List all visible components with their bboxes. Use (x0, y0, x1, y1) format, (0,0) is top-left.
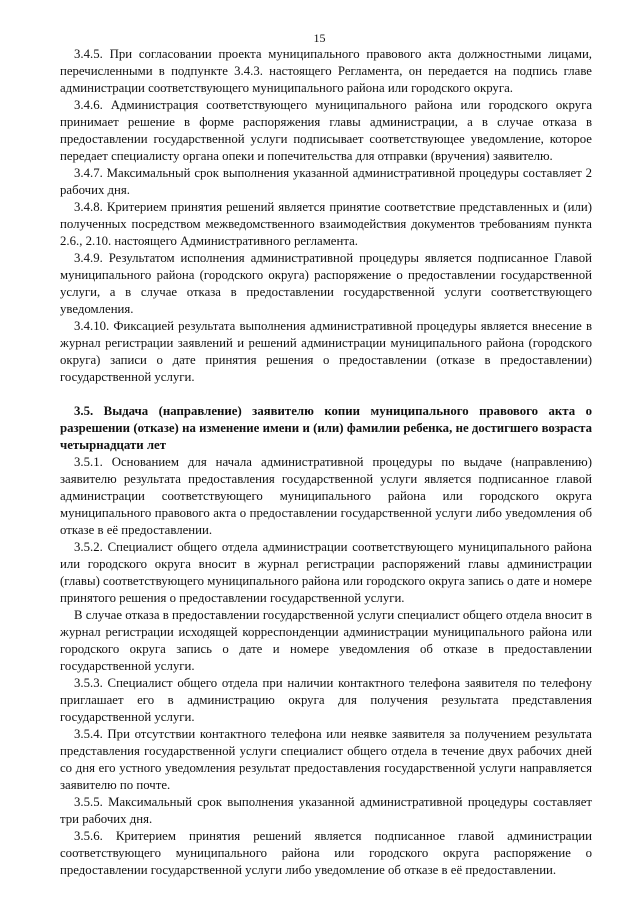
paragraph-3-4-8: 3.4.8. Критерием принятия решений является принятие соответствие представленных и (или) полученных посредством межведомственного взаимодействия документов требованиям пункта 2.6., 2.10. настоящего Административного регламента. (60, 200, 592, 248)
document-body (60, 46, 592, 879)
paragraph-refusal-case: В случае отказа в предоставлении государственной услуги специалист общего отдела вносит в журнал регистрации исходящей корреспонденции администрации муниципального района или городского округа запись о дате и номере уведомления об отказе в предоставлении государственной услуги. (60, 608, 592, 673)
paragraph-3-4-7: 3.4.7. Максимальный срок выполнения указанной административной процедуры составляет 2 рабочих дня. (60, 166, 592, 197)
paragraph-3-5-6: 3.5.6. Критерием принятия решений является подписанное главой администрации соответствующего муниципального района или городского округа распоряжение о предоставлении государственной услуги либо уведомление об отказе в её предоставлении. (60, 829, 592, 877)
paragraph-3-5-2: 3.5.2. Специалист общего отдела администрации соответствующего муниципального района или городского округа вносит в журнал регистрации распоряжений главы администрации (главы) соответствующего муниципального района или городского округа запись о дате и номере принятого решения о предоставлении государственной услуги. (60, 540, 592, 605)
paragraph-3-5-4: 3.5.4. При отсутствии контактного телефона или неявке заявителя за получением результата представления государственной услуги специалист общего отдела в течение двух рабочих дней со дня его устного уведомления результат предоставления государственной услуги направляется заявителю по почте. (60, 727, 592, 792)
section-heading-3-5: 3.5. Выдача (направление) заявителю копии муниципального правового акта о разрешении (отказе) на изменение имени и (или) фамилии ребенка, не достигшего возраста четырнадцати лет (60, 404, 592, 452)
paragraph-3-5-3: 3.5.3. Специалист общего отдела при наличии контактного телефона заявителя по телефону приглашает его в администрацию округа для получения результата представления государственной услуги. (60, 676, 592, 724)
paragraph-3-4-5: 3.4.5. При согласовании проекта муниципального правового акта должностными лицами, перечисленными в подпункте 3.4.3. настоящего Регламента, он передается на подпись главе администрации соответствующего муниципального района или городского округа. (60, 47, 592, 95)
paragraph-3-5-1: 3.5.1. Основанием для начала административной процедуры по выдаче (направлению) заявителю результата предоставления государственной услуги является подписанное главой администрации соответствующего муниципального района или городского округа муниципального правового акта о предоставлении государственной услуги либо уведомления об отказе в её предоставлении. (60, 455, 592, 537)
paragraph-3-4-9: 3.4.9. Результатом исполнения административной процедуры является подписанное Главой муниципального района (городского округа) распоряжение о предоставлении государственной услуги, а в случае отказа в предоставлении государственной услуги соответствующего уведомления. (60, 251, 592, 316)
paragraph-3-4-6: 3.4.6. Администрация соответствующего муниципального района или городского округа принимает решение в форме распоряжения главы администрации, а в случае отказа в предоставлении государственной услуги подписывает соответствующее уведомление, которое передает специалисту органа опеки и попечительства для отправки (вручения) заявителю. (60, 98, 592, 163)
paragraph-3-4-10: 3.4.10. Фиксацией результата выполнения административной процедуры является внесение в журнал регистрации заявлений и решений администрации муниципального района (городского округа) записи о дате принятия решения о предоставлении (отказе в предоставлении) государственной услуги. (60, 319, 592, 384)
page-number: 15 (313, 31, 326, 45)
paragraph-3-5-5: 3.5.5. Максимальный срок выполнения указанной административной процедуры составляет три рабочих дня. (60, 795, 592, 826)
